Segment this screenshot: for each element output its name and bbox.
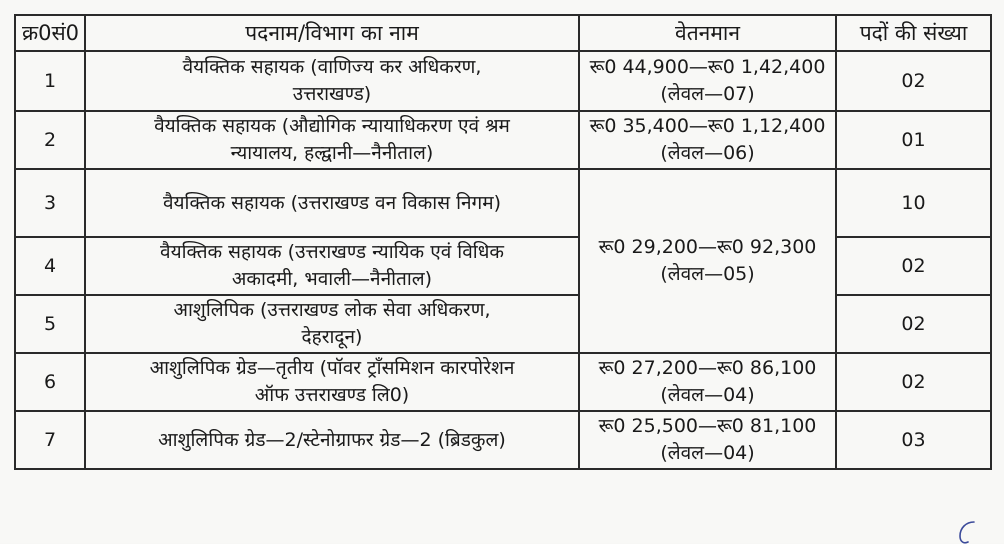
post-cell bbox=[85, 169, 579, 237]
pay-scale-cell-merged bbox=[579, 169, 836, 353]
count-cell: 02 bbox=[836, 237, 991, 295]
count-cell: 02 bbox=[836, 51, 991, 111]
header-post: पदनाम/विभाग का नाम bbox=[85, 15, 579, 51]
pay-range: रू0 29,200—रू0 92,300 bbox=[598, 236, 817, 258]
count-cell: 02 bbox=[836, 353, 991, 411]
table-header-row bbox=[15, 15, 991, 51]
pay-scale-cell bbox=[579, 111, 836, 169]
serial-cell: 2 bbox=[15, 111, 85, 169]
table-row bbox=[15, 51, 991, 111]
count-cell: 10 bbox=[836, 169, 991, 237]
serial-cell: 7 bbox=[15, 411, 85, 469]
post-line: वैयक्तिक सहायक (उत्तराखण्ड न्यायिक एवं विधिक bbox=[160, 241, 504, 263]
posts-table bbox=[14, 14, 992, 470]
serial-cell: 6 bbox=[15, 353, 85, 411]
post-cell bbox=[85, 51, 579, 111]
post-cell bbox=[85, 411, 579, 469]
post-line: ऑफ उत्तराखण्ड लि0) bbox=[254, 384, 410, 406]
serial-cell: 1 bbox=[15, 51, 85, 111]
count-cell: 02 bbox=[836, 295, 991, 353]
pay-scale-cell bbox=[579, 51, 836, 111]
post-cell bbox=[85, 111, 579, 169]
post-line: देहरादून) bbox=[301, 326, 363, 348]
pay-range: रू0 35,400—रू0 1,12,400 bbox=[589, 115, 826, 137]
pay-level: (लेवल—05) bbox=[660, 263, 755, 285]
post-line: उत्तराखण्ड) bbox=[292, 83, 372, 105]
header-count: पदों की संख्या bbox=[836, 15, 991, 51]
post-line: आशुलिपिक (उत्तराखण्ड लोक सेवा अधिकरण, bbox=[173, 299, 491, 321]
post-line: आशुलिपिक ग्रेड—तृतीय (पॉवर ट्रॉंसमिशन कारपोरेशन bbox=[149, 357, 515, 379]
header-pay-scale: वेतनमान bbox=[579, 15, 836, 51]
table-row bbox=[15, 353, 991, 411]
table-row bbox=[15, 411, 991, 469]
pay-range: रू0 25,500—रू0 81,100 bbox=[598, 415, 817, 437]
table-row bbox=[15, 237, 991, 295]
post-cell bbox=[85, 237, 579, 295]
pay-level: (लेवल—06) bbox=[660, 142, 755, 164]
pay-level: (लेवल—04) bbox=[660, 384, 755, 406]
pen-mark-icon bbox=[954, 520, 980, 544]
count-cell: 03 bbox=[836, 411, 991, 469]
post-line: वैयक्तिक सहायक (वाणिज्य कर अधिकरण, bbox=[182, 56, 482, 78]
post-cell bbox=[85, 353, 579, 411]
post-line: आशुलिपिक ग्रेड—2/स्टेनोग्राफर ग्रेड—2 (ब्रिडकुल) bbox=[158, 428, 506, 451]
pay-range: रू0 27,200—रू0 86,100 bbox=[598, 357, 817, 379]
post-line: अकादमी, भवाली—नैनीताल) bbox=[231, 268, 433, 290]
pay-scale-cell bbox=[579, 353, 836, 411]
table-row bbox=[15, 111, 991, 169]
post-line: न्यायालय, हल्द्वानी—नैनीताल) bbox=[230, 142, 434, 164]
count-cell: 01 bbox=[836, 111, 991, 169]
post-line: वैयक्तिक सहायक (उत्तराखण्ड वन विकास निगम) bbox=[162, 191, 502, 214]
pay-scale-cell bbox=[579, 411, 836, 469]
serial-cell: 5 bbox=[15, 295, 85, 353]
post-cell bbox=[85, 295, 579, 353]
serial-cell: 3 bbox=[15, 169, 85, 237]
pay-level: (लेवल—04) bbox=[660, 442, 755, 464]
serial-cell: 4 bbox=[15, 237, 85, 295]
table-row bbox=[15, 295, 991, 353]
pay-level: (लेवल—07) bbox=[660, 83, 755, 105]
table-row bbox=[15, 169, 991, 237]
pay-range: रू0 44,900—रू0 1,42,400 bbox=[589, 56, 826, 78]
post-line: वैयक्तिक सहायक (औद्योगिक न्यायाधिकरण एवं श्रम bbox=[154, 115, 510, 137]
header-serial: क्र0सं0 bbox=[15, 15, 85, 51]
